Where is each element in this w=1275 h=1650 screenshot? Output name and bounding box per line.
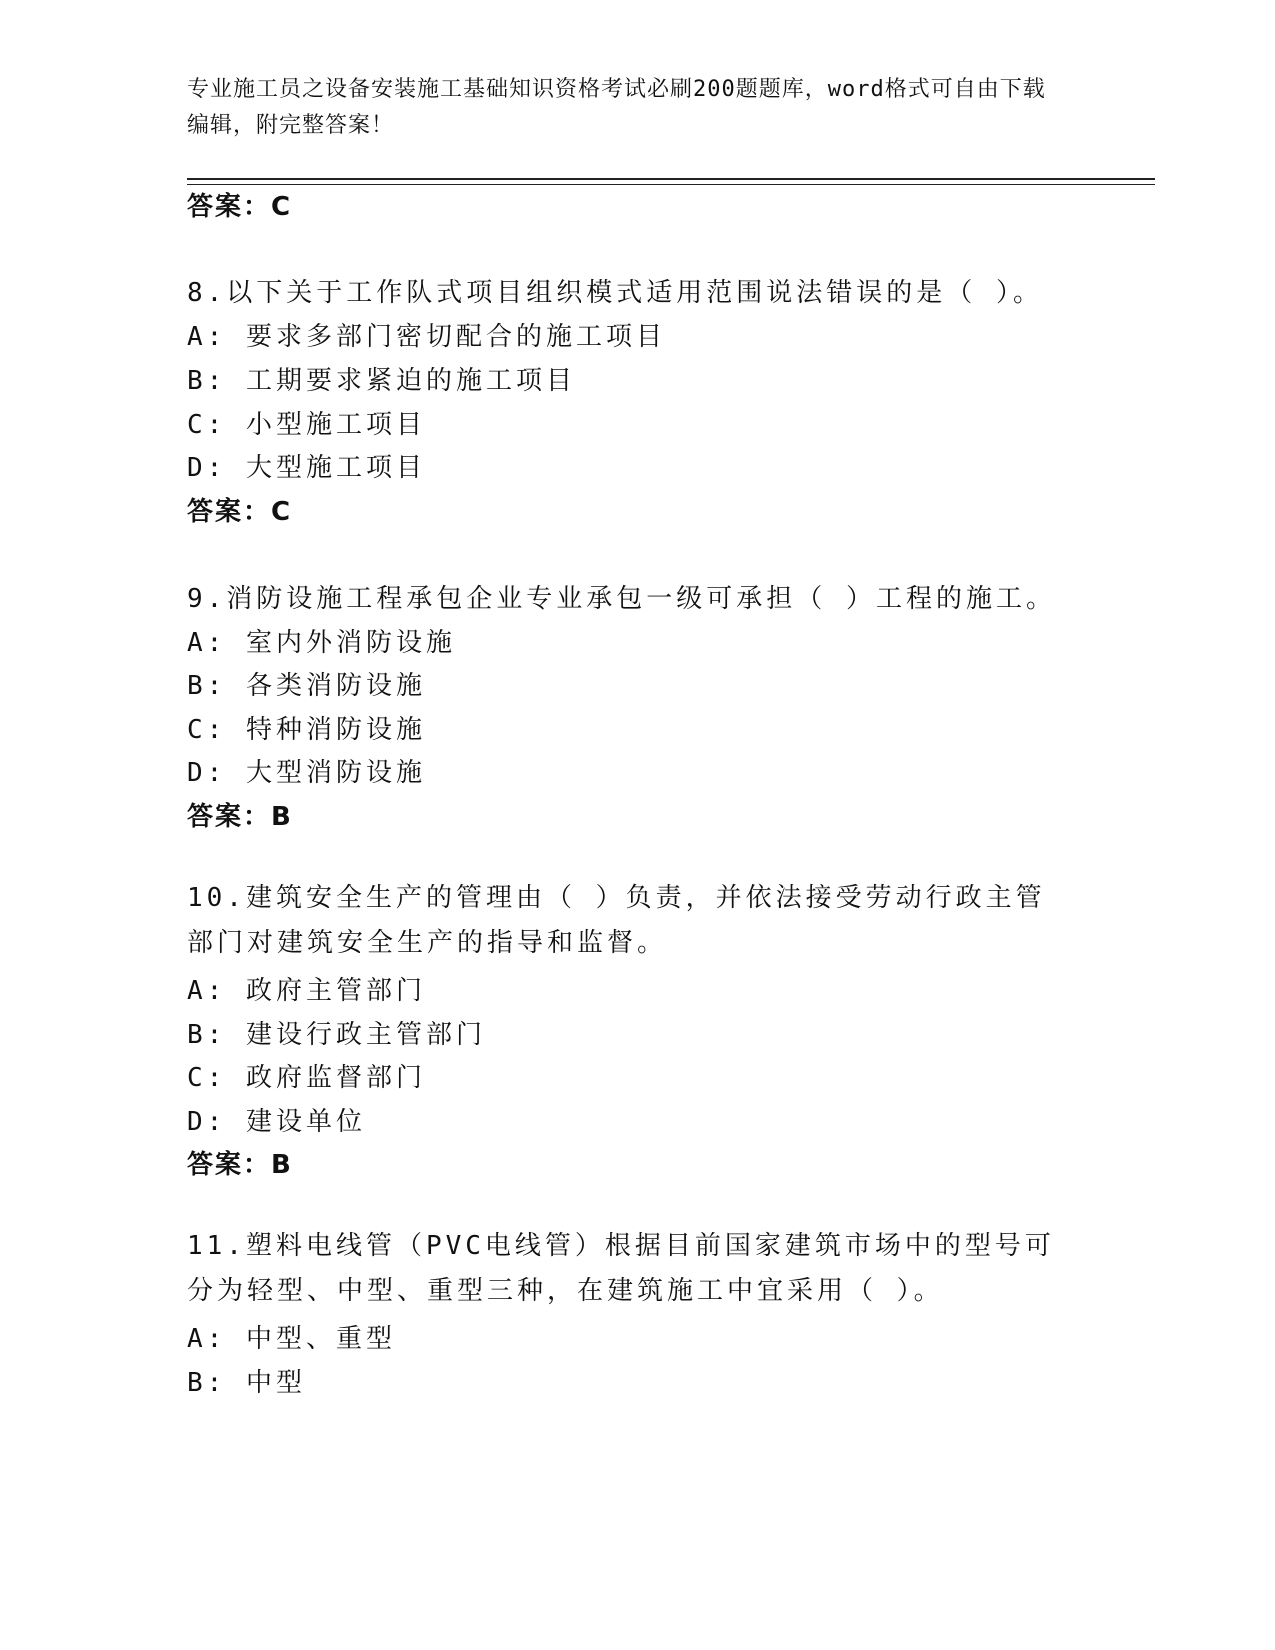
question-11-option-a: A: 中型、重型: [187, 1324, 396, 1354]
question-11-option-b: B: 中型: [187, 1368, 306, 1398]
question-8-option-c: C: 小型施工项目: [187, 410, 426, 440]
question-8-option-d: D: 大型施工项目: [187, 453, 426, 483]
question-9-stem: 9.消防设施工程承包企业专业承包一级可承担（ ）工程的施工。: [187, 584, 1056, 614]
document-header: 专业施工员之设备安装施工基础知识资格考试必刷200题题库，word格式可自由下载编辑，附完整答案！: [187, 77, 1046, 138]
question-9-option-d: D: 大型消防设施: [187, 758, 426, 788]
question-9-option-b: B: 各类消防设施: [187, 671, 426, 701]
question-11-stem: 11.塑料电线管（PVC电线管）根据目前国家建筑市场中的型号可分为轻型、中型、重型三种，在建筑施工中宜采用（ ）。: [187, 1231, 1055, 1306]
question-10-option-d: D: 建设单位: [187, 1107, 366, 1137]
header-rule-thick: [187, 178, 1155, 180]
question-10-option-b: B: 建设行政主管部门: [187, 1020, 486, 1050]
question-8-answer: 答案：C: [187, 497, 293, 527]
question-10-option-a: A: 政府主管部门: [187, 976, 426, 1006]
question-8-stem: 8.以下关于工作队式项目组织模式适用范围说法错误的是（ ）。: [187, 278, 1043, 308]
question-10-option-c: C: 政府监督部门: [187, 1063, 426, 1093]
question-8-option-a: A: 要求多部门密切配合的施工项目: [187, 322, 666, 352]
question-9-answer: 答案：B: [187, 802, 293, 832]
answer-prev: 答案：C: [187, 192, 293, 222]
question-10-answer: 答案：B: [187, 1150, 293, 1180]
question-8-option-b: B: 工期要求紧迫的施工项目: [187, 366, 576, 396]
question-9-option-c: C: 特种消防设施: [187, 715, 426, 745]
question-9-option-a: A: 室内外消防设施: [187, 628, 456, 658]
question-10-stem: 10.建筑安全生产的管理由（ ）负责，并依法接受劳动行政主管部门对建筑安全生产的指导和监督。: [187, 883, 1046, 958]
header-rule-thin: [187, 184, 1155, 185]
